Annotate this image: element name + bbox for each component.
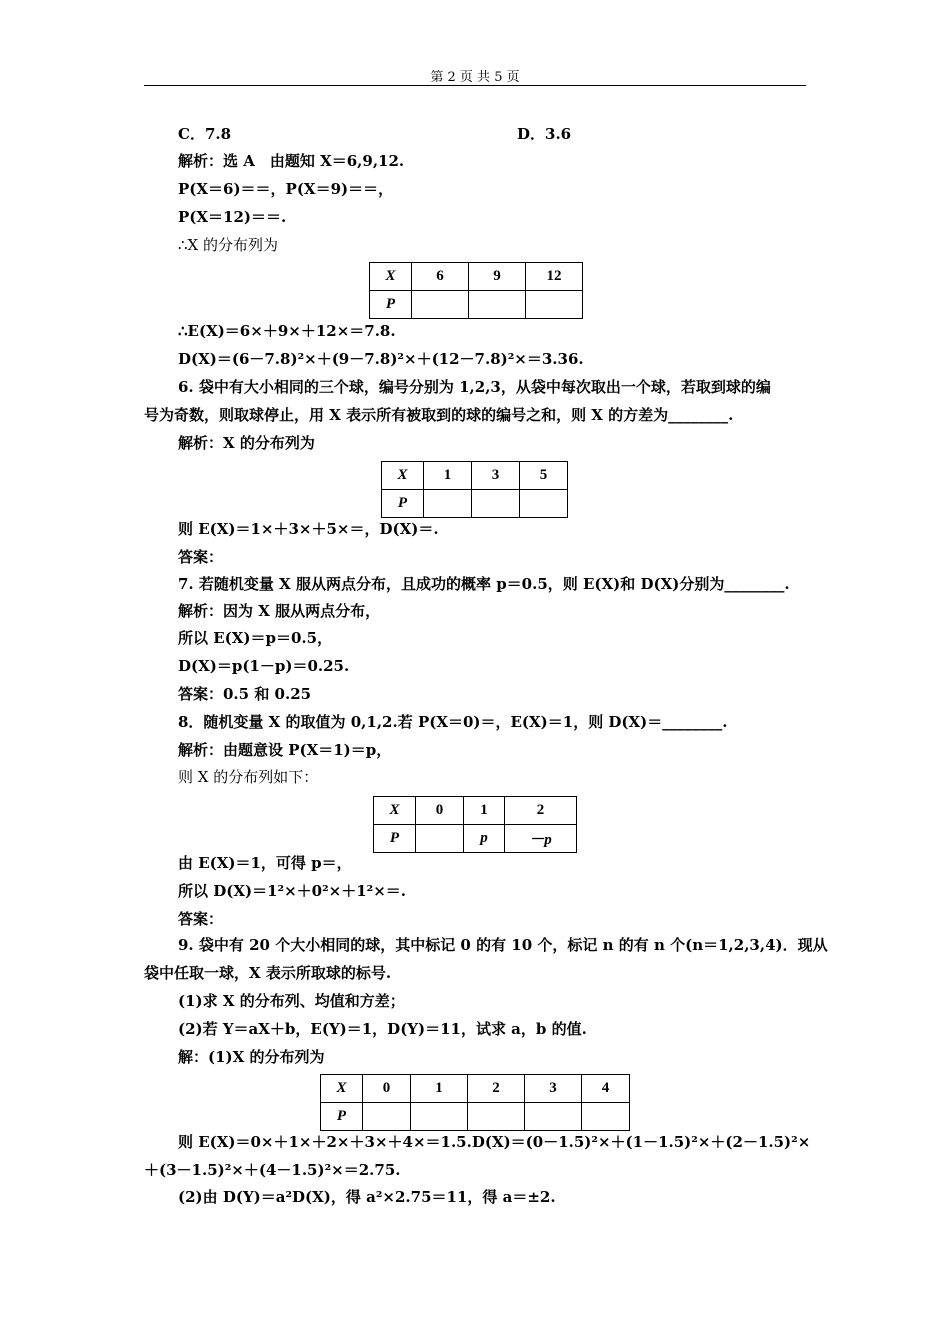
q8-solution-line: 所以 D(X)＝1²×＋0²×＋1²×＝. [178,882,407,900]
table-row [370,291,583,319]
table-cell [525,1103,582,1131]
table-cell: P [374,825,416,853]
table-cell: 0 [416,797,464,825]
q8-solution-line: 由 E(X)＝1，可得 p＝， [178,854,352,872]
table-header-row [374,797,577,825]
q9-solution-line: 则 E(X)＝0×＋1×＋2×＋3×＋4×＝1.5.D(X)＝(0－1.5)²×＋(1－1.5)²×＋(2－1.5)²× [178,1133,811,1151]
table-cell [582,1103,630,1131]
q6-solution-line: 则 E(X)＝1×＋3×＋5×＝，D(X)＝. [178,520,439,538]
table-cell: 2 [468,1075,525,1103]
q7-stem: 7. 若随机变量 X 服从两点分布，且成功的概率 p＝0.5，则 E(X)和 D(X)分别为________. [178,575,790,593]
table-cell: 3 [472,462,520,490]
option-d: D．3.6 [517,125,572,143]
table-cell [416,825,464,853]
table-cell: 12 [526,263,583,291]
q6-stem: 6. 袋中有大小相同的三个球，编号分别为 1,2,3，从袋中每次取出一个球，若取到球的编 [178,378,771,396]
table-cell: 4 [582,1075,630,1103]
table-cell [412,291,469,319]
q6-stem: 号为奇数，则取球停止，用 X 表示所有被取到的球的编号之和，则 X 的方差为________. [144,406,734,424]
table-cell [520,490,568,518]
table-header-row [382,462,568,490]
table-cell: 3 [525,1075,582,1103]
q9-solution-line: 解：(1)X 的分布列为 [178,1048,325,1066]
table-cell: P [370,291,412,319]
q8-distribution-table [373,796,577,853]
q9-solution-line: ＋(3－1.5)²×＋(4－1.5)²×＝2.75. [144,1161,401,1179]
q8-stem: 8．随机变量 X 的取值为 0,1,2.若 P(X＝0)＝，E(X)＝1，则 D(X)＝________. [178,713,728,731]
table-cell: X [370,263,412,291]
table-cell: 1 [424,462,472,490]
table-cell: 9 [469,263,526,291]
table-cell [363,1103,411,1131]
q5-solution-line: D(X)＝(6－7.8)²×＋(9－7.8)²×＋(12－7.8)²×＝3.36. [178,350,584,368]
q5-solution-line: 解析：选 A 由题知 X＝6,9,12. [178,152,405,170]
q6-solution-line: 解析：X 的分布列为 [178,434,315,452]
q5-distribution-table [369,262,583,319]
q8-solution-line: 解析：由题意设 P(X＝1)＝p， [178,741,392,759]
q9-part-2: (2)若 Y＝aX＋b，E(Y)＝1，D(Y)＝11，试求 a，b 的值. [178,1020,587,1038]
table-row [321,1103,630,1131]
table-row [374,825,577,853]
table-cell: 0 [363,1075,411,1103]
q9-stem: 9. 袋中有 20 个大小相同的球，其中标记 0 的有 10 个，标记 n 的有 n 个(n＝1,2,3,4)．现从 [178,936,828,954]
table-cell: 2 [505,797,577,825]
table-cell: 1 [464,797,505,825]
table-cell [468,1103,525,1131]
table-cell [469,291,526,319]
q5-solution-line: ∴E(X)＝6×＋9×＋12×＝7.8. [178,322,396,340]
table-cell: X [374,797,416,825]
table-cell: 6 [412,263,469,291]
table-cell: 1 [411,1075,468,1103]
q5-solution-line: ∴X 的分布列为 [178,236,278,254]
q8-solution-line: 则 X 的分布列如下： [178,768,319,786]
q5-solution-line: P(X＝6)＝＝，P(X＝9)＝＝， [178,180,394,198]
table-header-row [321,1075,630,1103]
q9-part-1: (1)求 X 的分布列、均值和方差； [178,992,405,1010]
q5-solution-line: P(X＝12)＝＝. [178,208,287,226]
q7-solution-line: 所以 E(X)＝p＝0.5， [178,629,333,647]
table-cell: 5 [520,462,568,490]
table-cell: X [382,462,424,490]
page-header: 第 2 页 共 5 页 [430,70,520,85]
header-divider [144,85,806,86]
table-cell: p [464,825,505,853]
table-cell: －p [505,825,577,853]
q7-solution-line: D(X)＝p(1－p)＝0.25. [178,657,350,675]
q7-solution-line: 解析：因为 X 服从两点分布， [178,602,381,620]
table-header-row [370,263,583,291]
q6-distribution-table [381,461,568,518]
table-cell: P [321,1103,363,1131]
table-row [382,490,568,518]
table-cell: P [382,490,424,518]
table-cell [411,1103,468,1131]
table-cell: X [321,1075,363,1103]
table-cell [472,490,520,518]
table-cell [424,490,472,518]
q7-answer: 答案：0.5 和 0.25 [178,685,312,703]
q9-solution-line: (2)由 D(Y)＝a²D(X)，得 a²×2.75＝11，得 a＝±2. [178,1188,556,1206]
table-cell [526,291,583,319]
q9-stem: 袋中任取一球，X 表示所取球的标号. [144,964,392,982]
option-c: C．7.8 [178,125,232,143]
q8-answer: 答案： [178,910,224,928]
q9-distribution-table [320,1074,630,1131]
q6-answer: 答案： [178,548,224,566]
